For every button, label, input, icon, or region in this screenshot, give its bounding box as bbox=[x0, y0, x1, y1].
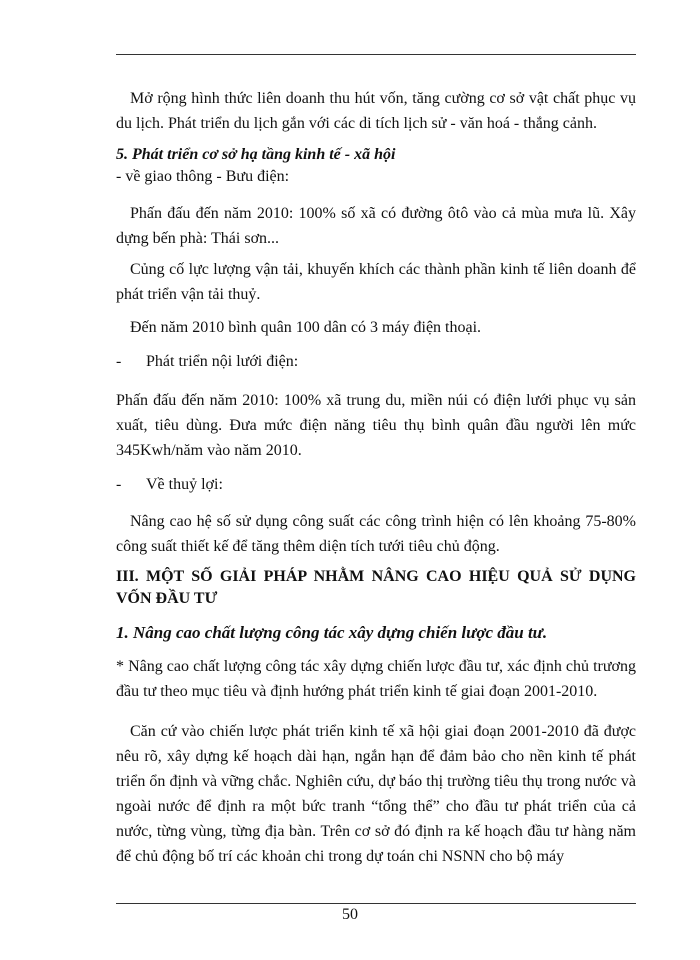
paragraph-tourism: Mở rộng hình thức liên doanh thu hút vốn, tăng cường cơ sở vật chất phục vụ du lịch. Phát triển du lịch gắn với các di tích lịch sử - văn hoá - thắng cảnh. bbox=[116, 90, 636, 132]
bullet-text: Về thuỷ lợi: bbox=[146, 476, 223, 493]
bullet-irrigation bbox=[116, 472, 636, 497]
footer-rule bbox=[116, 903, 636, 904]
paragraph-strategy-basis: Căn cứ vào chiến lược phát triển kinh tế xã hội giai đoạn 2001-2010 đã được nêu rõ, xây dựng kế hoạch dài hạn, ngắn hạn để đảm bảo cho nền kinh tế phát triển ổn định và vững chắc. Nghiên cứu, dự báo thị trường tiêu thụ trong nước và ngoài nước để định ra một bức tranh “tổng thể” cho đầu tư phát triển của cả nước, từng vùng, từng địa bàn. Trên cơ sở đó định ra kế hoạch đầu tư hàng năm để chủ động bố trí các khoản chi trong dự toán chi NSNN cho bộ máy bbox=[116, 723, 636, 865]
paragraph-telephones: Đến năm 2010 bình quân 100 dân có 3 máy điện thoại. bbox=[130, 319, 482, 336]
paragraph-strategy-quality: * Nâng cao chất lượng công tác xây dựng chiến lược đầu tư, xác định chủ trương đầu tư theo mục tiêu và định hướng phát triển kinh tế giai đoạn 2001-2010. bbox=[116, 658, 636, 700]
page-number: 50 bbox=[342, 906, 358, 923]
subsection-heading-1: 1. Nâng cao chất lượng công tác xây dựng chiến lược đầu tư. bbox=[116, 623, 548, 642]
section-heading-III: III. MỘT SỐ GIẢI PHÁP NHẰM NÂNG CAO HIỆU QUẢ SỬ DỤNG VỐN ĐẦU TƯ bbox=[116, 568, 636, 607]
header-rule bbox=[116, 54, 636, 55]
paragraph-irrigation: Nâng cao hệ số sử dụng công suất các công trình hiện có lên khoảng 75-80% công suất thiết kế để tăng thêm diện tích tưới tiêu chủ động. bbox=[116, 513, 636, 555]
paragraph-electricity: Phấn đấu đến năm 2010: 100% xã trung du, miền núi có điện lưới phục vụ sản xuất, tiêu dùng. Đưa mức điện năng tiêu thụ bình quân đầu người lên mức 345Kwh/năm vào năm 2010. bbox=[116, 392, 636, 459]
paragraph-roads: Phấn đấu đến năm 2010: 100% số xã có đường ôtô vào cả mùa mưa lũ. Xây dựng bến phà: Thái sơn... bbox=[116, 205, 636, 247]
bullet-dash: - bbox=[116, 353, 122, 370]
bullet-power-grid bbox=[116, 349, 636, 374]
paragraph-transport-forces: Củng cố lực lượng vận tải, khuyến khích các thành phần kinh tế liên doanh để phát triển vận tải thuỷ. bbox=[116, 261, 636, 303]
bullet-text: Phát triển nội lưới điện: bbox=[146, 353, 299, 370]
section-heading-5: 5. Phát triển cơ sở hạ tầng kinh tế - xã hội bbox=[116, 146, 396, 163]
subheading-transport: - về giao thông - Bưu điện: bbox=[116, 168, 290, 185]
bullet-dash: - bbox=[116, 476, 122, 493]
